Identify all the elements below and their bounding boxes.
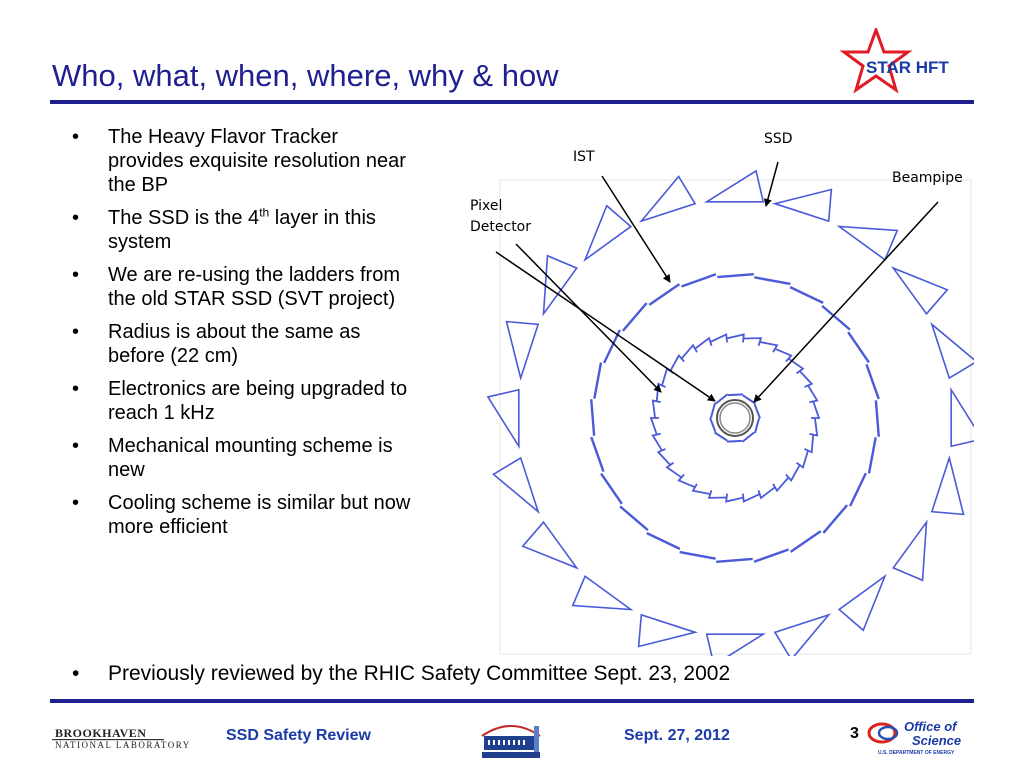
bullet-list bbox=[68, 125, 413, 548]
diagram-frame bbox=[500, 180, 971, 654]
bullet-item: • Cooling scheme is similar but now more efficient bbox=[68, 491, 413, 539]
brookhaven-logo-name: BROOKHAVEN bbox=[55, 726, 147, 740]
bullet-item: • Electronics are being upgraded to reach 1 kHz bbox=[68, 377, 413, 425]
footer-date: Sept. 27, 2012 bbox=[624, 727, 730, 744]
pixel-inner-sector bbox=[727, 441, 742, 442]
bullet-item: • The Heavy Flavor Tracker provides exquisite resolution near the BP bbox=[68, 125, 413, 197]
bottom-bullet-text: Previously reviewed by the RHIC Safety Committee Sept. 23, 2002 bbox=[108, 662, 731, 685]
bullet-text: layer in this system bbox=[108, 207, 376, 253]
doe-logo-line2: Science bbox=[912, 733, 962, 748]
bullet-text: The SSD is the 4 bbox=[108, 207, 260, 229]
beampipe-label: Beampipe bbox=[892, 170, 963, 186]
pixel-label-line1: Pixel bbox=[470, 198, 503, 214]
office-of-science-logo bbox=[866, 716, 974, 756]
title-divider bbox=[50, 100, 974, 104]
pixel-inner-sector bbox=[728, 394, 743, 395]
doe-logo-line3: U.S. DEPARTMENT OF ENERGY bbox=[878, 750, 955, 756]
pixel-label-line2: Detector bbox=[470, 219, 532, 235]
star-hft-logo-text: STAR HFT bbox=[866, 58, 949, 77]
doe-logo-line1: Office of bbox=[904, 719, 957, 734]
page-number: 3 bbox=[850, 725, 859, 742]
berkeley-lab-logo bbox=[478, 712, 544, 760]
ssd-label: SSD bbox=[764, 131, 793, 147]
bullet-item: • Radius is about the same as before (22 cm) bbox=[68, 320, 413, 368]
bullet-superscript: th bbox=[259, 205, 270, 220]
bullet-item bbox=[68, 206, 413, 254]
detector-diagram bbox=[470, 120, 974, 656]
slide-title: Who, what, when, where, why & how bbox=[52, 58, 559, 93]
footer-divider bbox=[50, 699, 974, 703]
bottom-bullet bbox=[72, 662, 730, 686]
footer-review-title: SSD Safety Review bbox=[226, 727, 371, 744]
bullet-item: • Mechanical mounting scheme is new bbox=[68, 434, 413, 482]
brookhaven-logo-subtitle: NATIONAL LABORATORY bbox=[55, 740, 191, 750]
ist-label: IST bbox=[573, 149, 595, 165]
bullet-item: • We are re-using the ladders from the old STAR SSD (SVT project) bbox=[68, 263, 413, 311]
